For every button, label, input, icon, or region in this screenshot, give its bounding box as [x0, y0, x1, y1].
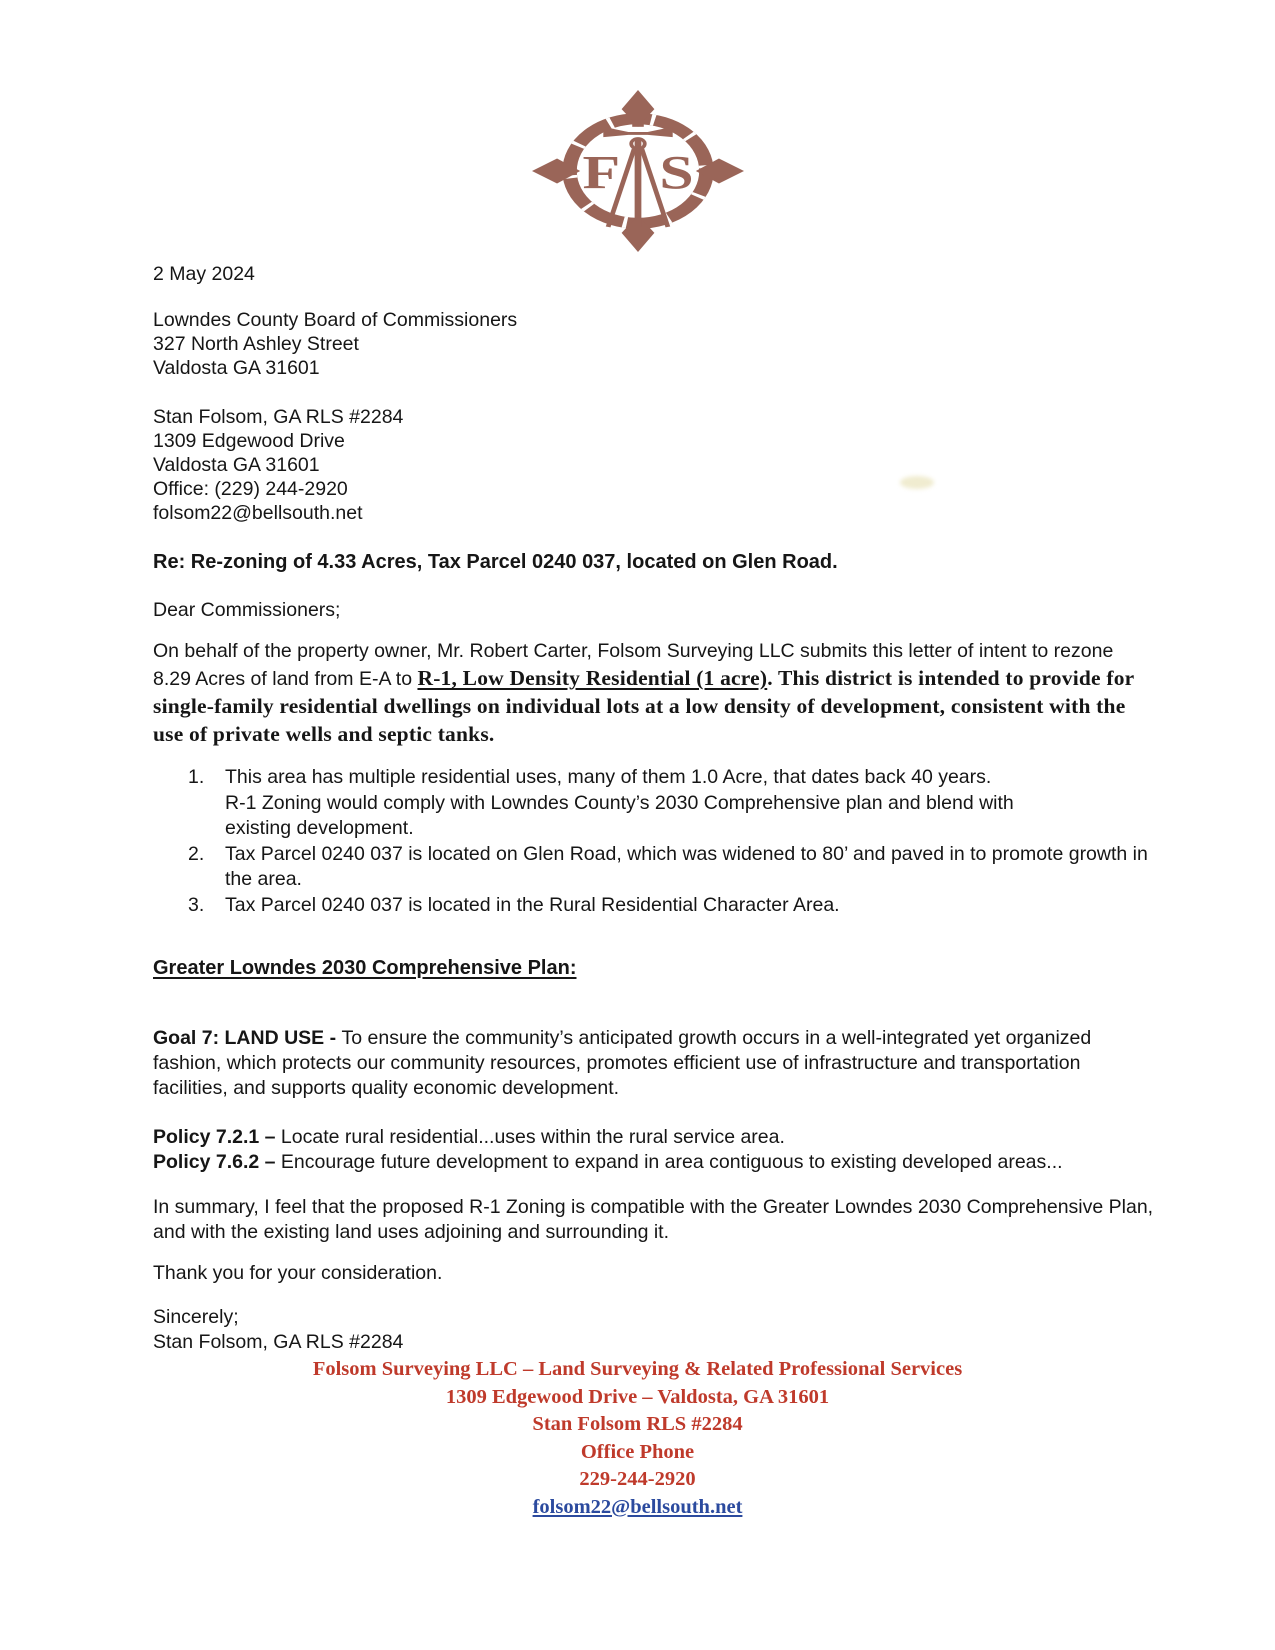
thanks-line: Thank you for your consideration.: [153, 1262, 443, 1284]
sender-address: [153, 405, 1155, 525]
recipient-line: Valdosta GA 31601: [153, 357, 320, 379]
footer-address-line: 1309 Edgewood Drive – Valdosta, GA 31601: [445, 1385, 830, 1408]
subject-line: Re: Re-zoning of 4.33 Acres, Tax Parcel 0240 037, located on Glen Road.: [153, 551, 838, 573]
intro-paragraph: [153, 638, 1155, 749]
list-line: existing development.: [225, 817, 414, 839]
footer-email-link[interactable]: folsom22@bellsouth.net: [532, 1495, 743, 1518]
policy-line: [153, 1150, 1155, 1175]
policy-text: Locate rural residential...uses within the rural service area.: [280, 1126, 785, 1148]
list-number: 2.: [188, 842, 205, 865]
list-number: 1.: [188, 766, 205, 788]
sender-line: Office: (229) 244-2920: [153, 478, 348, 500]
policy-line: [153, 1125, 1155, 1150]
intro-district-description: . This district is intended to provide for single-family residential dwellings on individual lots at a low density of development, consistent with the use of private wells and septic tanks.: [153, 666, 1135, 746]
compass-transit-icon: [532, 90, 744, 252]
list-number: 3.: [188, 893, 205, 916]
salutation: Dear Commissioners;: [153, 599, 341, 621]
footer-surveyor-line: Stan Folsom RLS #2284: [532, 1413, 743, 1435]
sender-line: 1309 Edgewood Drive: [153, 430, 345, 452]
sender-line: Valdosta GA 31601: [153, 454, 320, 476]
logo-letter-s: S: [658, 146, 694, 199]
reasons-list: [153, 765, 1155, 918]
footer-phone-label: Office Phone: [580, 1440, 695, 1463]
footer-phone-number: 229-244-2920: [579, 1468, 696, 1490]
company-footer: [0, 1356, 1275, 1521]
closing-block: [153, 1305, 1155, 1355]
recipient-line: Lowndes County Board of Commissioners: [153, 309, 518, 331]
letter-date: 2 May 2024: [153, 263, 255, 285]
list-item-text: [225, 893, 1155, 919]
letter-body: [153, 262, 1155, 1355]
sender-email: folsom22@bellsouth.net: [153, 502, 363, 524]
intro-text: On behalf of the property owner, Mr. Robert Carter, Folsom Surveying LLC submits this letter of intent to rezone 8.29 Acres of land from E-A to: [153, 640, 1114, 690]
sender-line: Stan Folsom, GA RLS #2284: [153, 406, 404, 428]
list-item: [153, 765, 1155, 842]
list-line: Tax Parcel 0240 037 is located on Glen Road, which was widened to 80’ and paved in to promote growth in the area.: [225, 842, 1148, 890]
list-item-text: [225, 765, 1155, 842]
list-item: [153, 842, 1155, 893]
footer-company-line: Folsom Surveying LLC – Land Surveying & Related Professional Services: [312, 1358, 963, 1380]
closing: Sincerely;: [153, 1306, 239, 1328]
section-heading: Greater Lowndes 2030 Comprehensive Plan:: [153, 957, 577, 979]
list-line: Tax Parcel 0240 037 is located in the Rural Residential Character Area.: [225, 893, 840, 916]
recipient-address: [153, 308, 1155, 380]
policy-text: Encourage future development to expand in area contiguous to existing developed areas...: [280, 1151, 1063, 1173]
list-item: [153, 893, 1155, 919]
policies: [153, 1125, 1155, 1175]
logo-letter-f: F: [582, 146, 620, 199]
list-line: R-1 Zoning would comply with Lowndes County’s 2030 Comprehensive plan and blend with: [225, 791, 1014, 814]
signature: Stan Folsom, GA RLS #2284: [153, 1331, 404, 1353]
goal-paragraph: [153, 1026, 1155, 1101]
policy-label: Policy 7.6.2 –: [153, 1151, 281, 1173]
list-item-text: [225, 842, 1155, 893]
folsom-surveying-logo: [532, 90, 744, 252]
intro-zoning-district: R-1, Low Density Residential (1 acre): [417, 666, 768, 690]
recipient-line: 327 North Ashley Street: [153, 333, 359, 355]
goal-text: To ensure the community’s anticipated growth occurs in a well-integrated yet organized fashion, which protects our community resources, promotes efficient use of infrastructure and transportation facilities, and supports quality economic development.: [153, 1027, 1092, 1099]
list-line: This area has multiple residential uses, many of them 1.0 Acre, that dates back 40 years.: [225, 766, 992, 788]
goal-label: Goal 7: LAND USE -: [153, 1027, 342, 1049]
summary-paragraph: In summary, I feel that the proposed R-1 Zoning is compatible with the Greater Lowndes 2030 Comprehensive Plan, and with the existing land uses adjoining and surrounding it.: [153, 1196, 1154, 1243]
policy-label: Policy 7.2.1 –: [153, 1126, 281, 1148]
